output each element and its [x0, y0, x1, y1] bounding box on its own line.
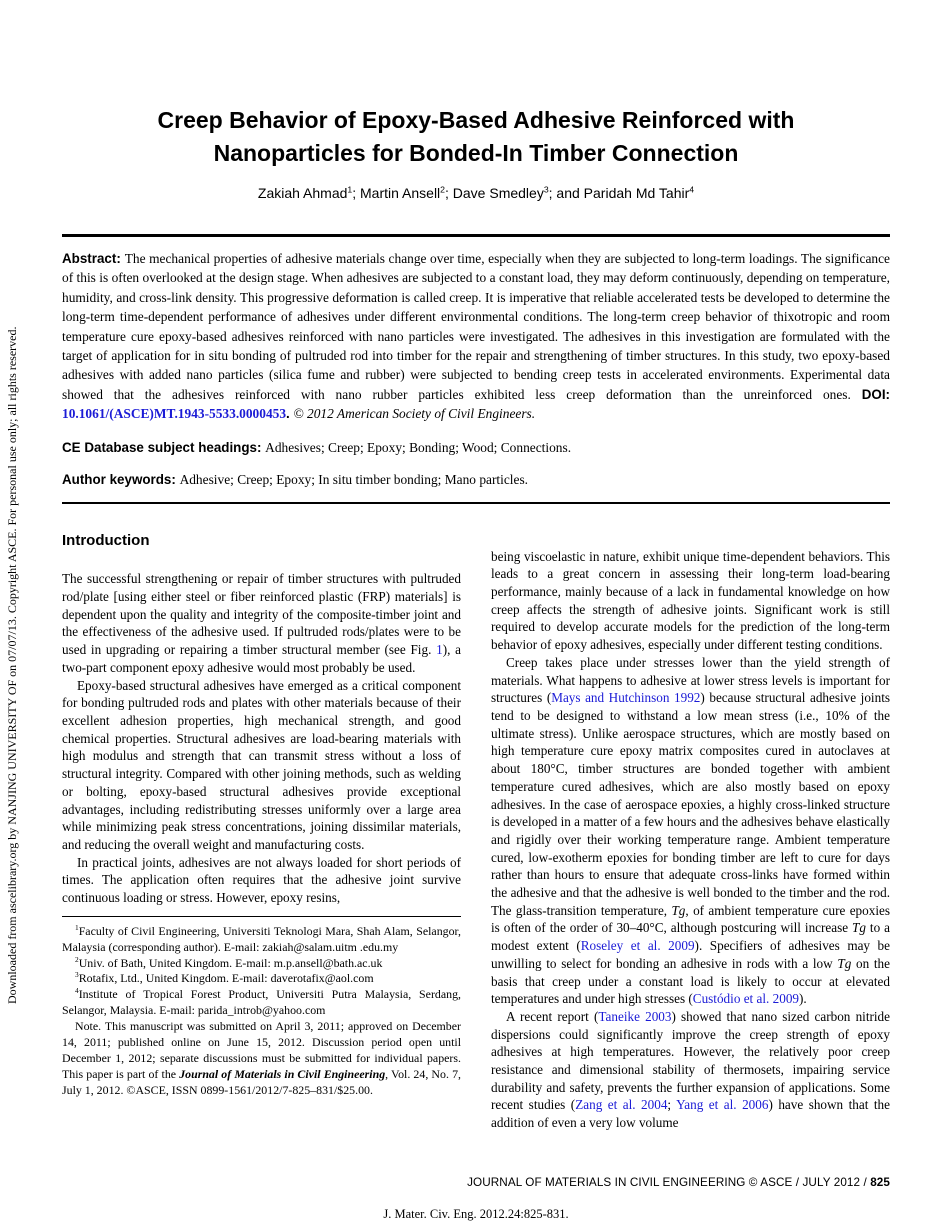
paragraph-text: ) have shown that the addition of even a very low volume: [491, 1097, 890, 1131]
footnote-affiliation-1: [62, 924, 461, 956]
manuscript-note: [62, 1019, 461, 1099]
paragraph-text: ).: [799, 991, 807, 1007]
paragraph-text: The successful strengthening or repair of timber structures with pultruded rod/plate [using either steel or fiber reinforced plastic (FRP) materials] is dependent upon the quality and integrity of the composite-timber joint and the effectiveness of the adhesive used. If pultruded rods/plates were to be used in upgrading or repairing a timber structural member (see Fig.: [62, 571, 461, 658]
paragraph-text: ) showed that nano sized carbon nitride dispersions could significantly improve the creep strength of epoxy adhesives at high temperatures. However, the relatively poor creep resistance and dimensional stability of thermosets, impairing service durability and safety, prevents the further expansion of applications. Some recent studies (: [491, 1008, 890, 1113]
intro-paragraph-3: In practical joints, adhesives are not always loaded for short periods of times. The application often requires that the adhesive joint survive continuous loading or stress. However, epoxy resins,: [62, 854, 461, 906]
bottom-citation: J. Mater. Civ. Eng. 2012.24:825-831.: [383, 1207, 569, 1221]
abstract-text: The mechanical properties of adhesive materials change over time, especially when they are subjected to long-term loadings. The significance of this is often overlooked at the design stage. When adhesives are subjected to a constant load, they may deform continuously, depending on temperature, humidity, and cross-link density. This progressive deformation is called creep. It is imperative that reliable accelerated tests be developed to determine the long-term time-dependent performance of adhesives under different environmental conditions. The long-term creep behavior of thixotropic and room temperature cure epoxy-based adhesives reinforced with nano particles were investigated. The adhesives in this investigation are formulated with the target of application for in situ bonding of pultruded rod into timber for the repair and strengthening of timber structures. In this study, two epoxy-based adhesives with added nano particles (silica fume and rubber) were subjected to bending creep tests in accelerated environments. Experimental data showed that the adhesives reinforced with nano rubber particles exhibited less creep deformation than the unreinforced ones.: [62, 251, 890, 402]
paragraph-text: to a modest extent (: [491, 920, 890, 954]
author-keywords: [62, 472, 890, 488]
paper-title: [62, 104, 890, 170]
paragraph-text: Creep takes place under stresses lower than the yield strength of materials. What happens to adhesive at lower stress levels is important for structures (: [491, 654, 890, 706]
running-footer: [62, 1176, 890, 1189]
paragraph-text: , of ambient temperature cure epoxies is often of the order of 30–40°C, although postcuring will increase: [491, 902, 890, 936]
footnote-text: Univ. of Bath, United Kingdom. E-mail: m.p.ansell@bath.ac.uk: [78, 955, 383, 970]
paragraph-text: ;: [667, 1097, 677, 1113]
two-column-body: [62, 530, 890, 1132]
citation-link-mays-hutchinson[interactable]: Mays and Hutchinson 1992: [551, 690, 701, 706]
body-paragraph-continued: being viscoelastic in nature, exhibit unique time-dependent behaviors. This leads to a great concern in assessing their long-term load-bearing performance, mainly because of a lack in fundamental knowledge on how creep affects the strength of adhesive joints. Significant work is still required to develop accurate models for the prediction of the long-term behavior of epoxy adhesives, especially under different testing conditions.: [491, 548, 890, 653]
intro-paragraph-2: Epoxy-based structural adhesives have emerged as a critical component for bonding pultruded rods and plates with other materials because of their excellent adhesion properties, high mechanical strength, and good chemical properties. Structural adhesives are load-bearing materials with high modulus and strength that can transmit stress without a loss of structural integrity. Compared with other joining methods, such as welding or bolting, epoxy-based structural adhesives provide exceptional advantages, including redistributing stresses uniformly over a large area while minimizing peak stress concentrations, joining dissimilar materials, and reducing the overall weight and manufacturing costs.: [62, 677, 461, 852]
tg-symbol: Tg: [837, 955, 852, 971]
footer-page-number: 825: [870, 1176, 890, 1189]
ce-database-label: CE Database subject headings:: [62, 439, 266, 455]
author-name: ; and Paridah Md Tahir: [548, 185, 690, 201]
section-divider-rule: [62, 502, 890, 504]
abstract-label: Abstract:: [62, 251, 125, 266]
footnote-marker: 3: [75, 970, 79, 980]
author-byline: [62, 185, 890, 201]
citation-link-yang[interactable]: Yang et al. 2006: [676, 1097, 769, 1113]
body-paragraph-nano: [491, 1008, 890, 1132]
doi-label: DOI:: [861, 386, 890, 402]
footer-journal-text: JOURNAL OF MATERIALS IN CIVIL ENGINEERING © ASCE / JULY 2012 /: [467, 1176, 871, 1189]
paragraph-text: ). Specifiers of adhesives may be unwilling to select for bonding an adhesive in rods with a low: [491, 938, 890, 971]
paragraph-text: ) because structural adhesive joints tend to be designed to withstand a low mean stress (i.e., 10% of the ultimate stress). Unlike aerospace structures, which are mostly based on high temperature cure epoxy matrix composites cured in autoclaves at about 180°C, timber structures are bonded together with ambient temperature cured adhesives, which are also mostly based on epoxy adhesives. In the case of aerospace epoxies, a highly cross-linked structure is developed in a matter of a few hours and the adhesives behave elastically and rigidly over their working temperature range. Ambient temperature cured, low-exotherm epoxies for bonding timber are left to cure for days rather than hours to ensure that adequate cross-links have formed within the adhesive and that the adhesive is well bonded to the timber and the rod. The glass-transition temperature,: [491, 690, 890, 918]
abstract-section: [62, 234, 890, 424]
author-name: ; Martin Ansell: [352, 185, 441, 201]
author-name: ; Dave Smedley: [445, 185, 544, 201]
ce-database-headings: [62, 440, 890, 456]
citation-link-taneike[interactable]: Taneike 2003: [598, 1008, 672, 1024]
author-affiliation-marker: 3: [543, 184, 549, 195]
author-keywords-label: Author keywords:: [62, 471, 180, 487]
footnote-affiliation-3: [62, 971, 461, 987]
paragraph-text: ), a two-part component epoxy adhesive would most probably be used.: [62, 642, 462, 675]
introduction-heading: Introduction: [62, 531, 150, 549]
doi-suffix: .: [286, 406, 294, 422]
footnote-marker: 2: [75, 954, 79, 964]
paper-title-line2: Nanoparticles for Bonded-In Timber Connection: [213, 140, 739, 166]
author-affiliation-marker: 4: [689, 184, 695, 195]
body-paragraph-creep: [491, 654, 890, 1008]
footnote-affiliation-4: [62, 987, 461, 1019]
note-text: Note. This manuscript was submitted on April 3, 2011; approved on December 14, 2011; published online on June 15, 2012. Discussion period open until December 1, 2012; separate discussions must be submitted for individual papers. This paper is part of the: [62, 1019, 461, 1081]
footnote-marker: 1: [75, 922, 79, 932]
footnote-text: Institute of Tropical Forest Product, Universiti Putra Malaysia, Serdang, Selangor, Malaysia. E-mail: parida_introb@yahoo.com: [62, 987, 461, 1018]
author-affiliation-marker: 2: [440, 184, 445, 195]
author-keywords-values: Adhesive; Creep; Epoxy; In situ timber bonding; Mano particles.: [179, 471, 529, 487]
left-column: [62, 530, 461, 1132]
footnote-text: Rotafix, Ltd., United Kingdom. E-mail: daverotafix@aol.com: [78, 971, 374, 986]
footnote-text: Faculty of Civil Engineering, Universiti Teknologi Mara, Shah Alam, Selangor, Malaysia (corresponding author). E-mail: zakiah@salam.uitm .edu.my: [62, 923, 461, 954]
citation-link-zang[interactable]: Zang et al. 2004: [575, 1097, 668, 1113]
doi-link[interactable]: 10.1061/(ASCE)MT.1943-5533.0000453: [62, 406, 287, 422]
paper-title-line1: Creep Behavior of Epoxy-Based Adhesive Reinforced with: [157, 107, 795, 133]
paragraph-text: on the basis that creep under a constant load is likely to occur at elevated temperatures and under high stresses (: [491, 955, 890, 1007]
citation-link-roseley[interactable]: Roseley et al. 2009: [580, 938, 695, 954]
footnote-marker: 4: [75, 986, 79, 996]
ce-database-values: Adhesives; Creep; Epoxy; Bonding; Wood; Connections.: [265, 439, 572, 455]
download-attribution-sidebar: Downloaded from ascelibrary.org by NANJING UNIVERSITY OF on 07/07/13. Copyright ASCE. For personal use only; all rights reserved.: [5, 326, 19, 1004]
citation-link-custodio[interactable]: Custódio et al. 2009: [692, 991, 800, 1007]
figure-1-link[interactable]: 1: [436, 642, 443, 658]
author-name: Zakiah Ahmad: [257, 185, 348, 201]
footnote-affiliation-2: [62, 956, 461, 972]
journal-name: Journal of Materials in Civil Engineering: [179, 1066, 386, 1081]
copyright-notice: © 2012 American Society of Civil Engineers.: [293, 406, 536, 422]
paragraph-text: A recent report (: [506, 1008, 599, 1024]
author-affiliation-marker: 1: [347, 184, 353, 195]
tg-symbol: Tg: [671, 902, 686, 918]
paper-content: [62, 0, 890, 1132]
footnotes-section: [62, 916, 461, 1099]
note-text: , Vol. 24, No. 7, July 1, 2012. ©ASCE, ISSN 0899-1561/2012/7-825–831/$25.00.: [62, 1066, 461, 1097]
intro-paragraph-1: [62, 570, 461, 676]
tg-symbol: Tg: [852, 920, 866, 936]
right-column: [491, 530, 890, 1132]
